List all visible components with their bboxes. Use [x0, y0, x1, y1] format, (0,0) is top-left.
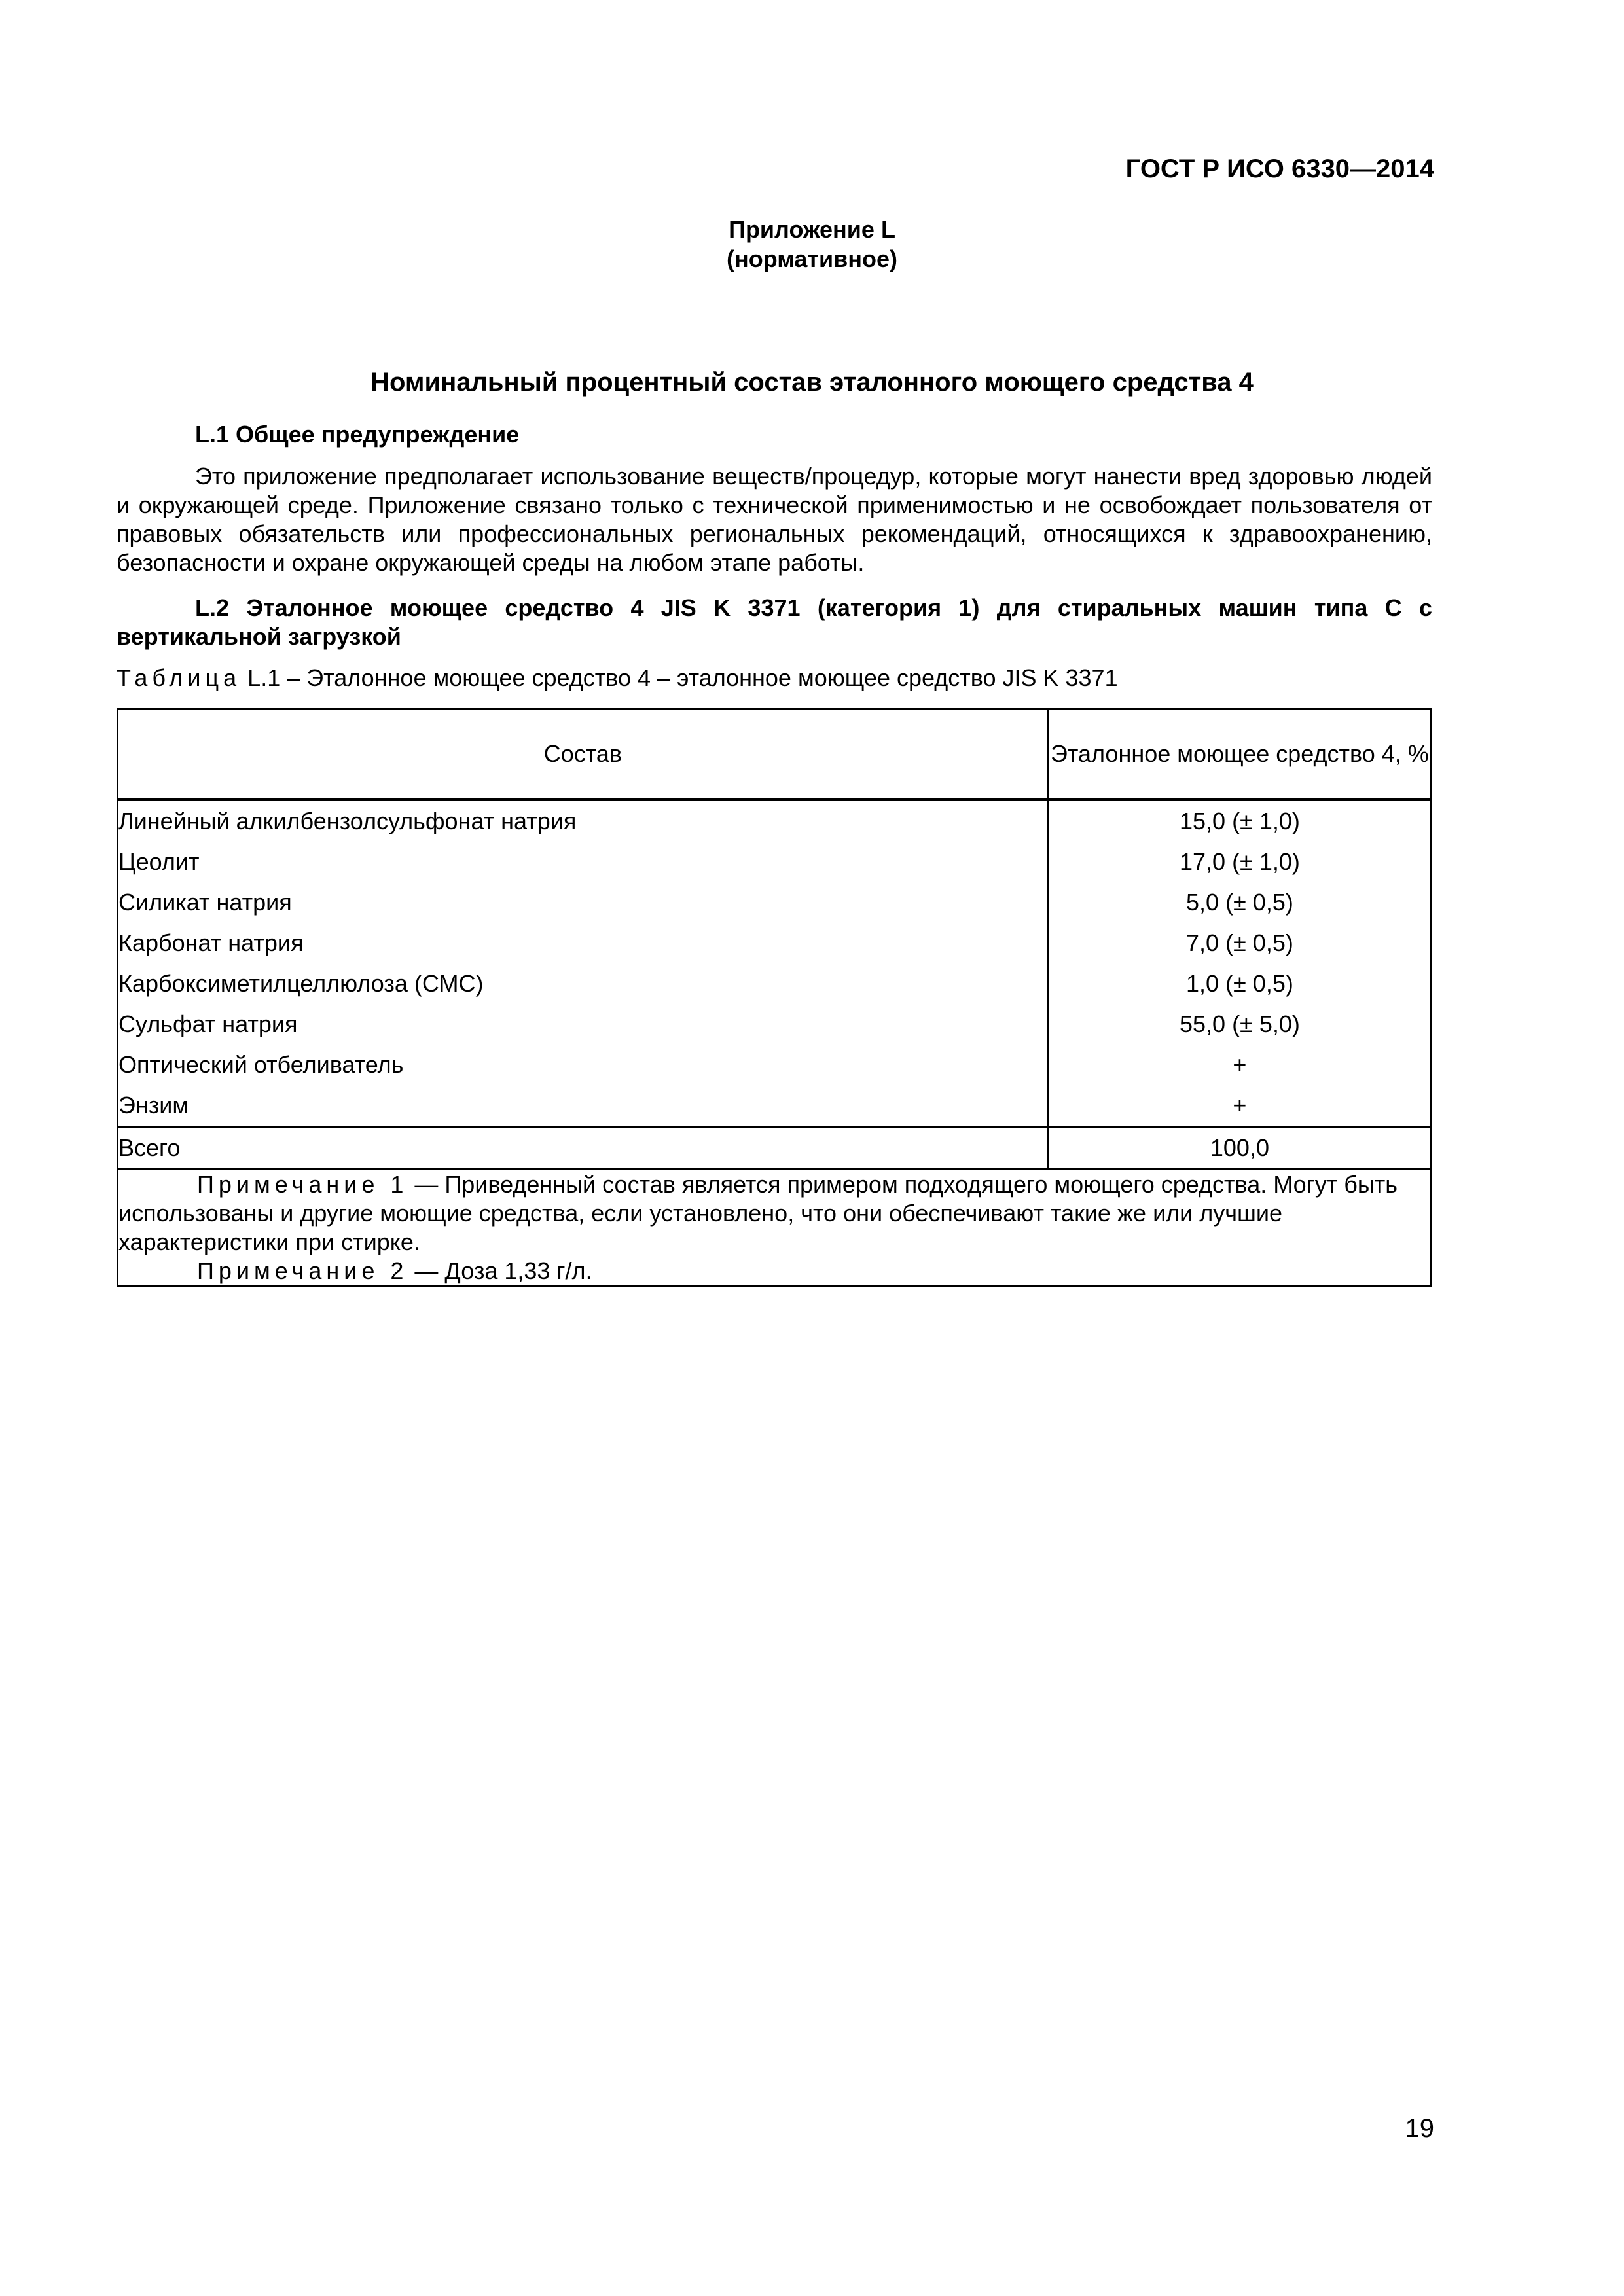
table-row — [118, 1045, 1432, 1085]
table-row — [118, 1085, 1432, 1127]
table-caption-text: L.1 – Эталонное моющее средство 4 – эталонное моющее средство JIS K 3371 — [247, 664, 1118, 691]
component-value: 5,0 (± 0,5) — [1048, 882, 1431, 923]
component-value: 1,0 (± 0,5) — [1048, 963, 1431, 1004]
component-value: + — [1048, 1085, 1431, 1127]
component-name: Сульфат натрия — [118, 1004, 1049, 1045]
component-value: 55,0 (± 5,0) — [1048, 1004, 1431, 1045]
table-note — [118, 1170, 1430, 1257]
component-name: Энзим — [118, 1085, 1049, 1127]
table-row — [118, 882, 1432, 923]
header-composition: Состав — [118, 709, 1049, 800]
component-value: 17,0 (± 1,0) — [1048, 842, 1431, 882]
total-value: 100,0 — [1048, 1127, 1431, 1170]
table-caption — [117, 664, 1118, 692]
component-name: Карбонат натрия — [118, 923, 1049, 963]
composition-table — [117, 708, 1432, 1287]
component-value: + — [1048, 1045, 1431, 1085]
component-value: 7,0 (± 0,5) — [1048, 923, 1431, 963]
component-name: Силикат натрия — [118, 882, 1049, 923]
component-name: Линейный алкилбензолсульфонат натрия — [118, 800, 1049, 842]
component-name: Карбоксиметилцеллюлоза (СМС) — [118, 963, 1049, 1004]
annex-type: (нормативное) — [726, 245, 898, 272]
table-row — [118, 842, 1432, 882]
page-number: 19 — [1405, 2114, 1434, 2143]
component-name: Оптический отбеливатель — [118, 1045, 1049, 1085]
note-text: — Доза 1,33 г/л. — [414, 1257, 592, 1284]
section-l2-heading: L.2 Эталонное моющее средство 4 JIS K 3371 (категория 1) для стиральных машин типа С с вертикальной загрузкой — [117, 594, 1432, 650]
note-text: — Приведенный состав является примером подходящего моющего средства. Могут быть использованы и другие моющие средства, если установлено, что они обеспечивают такие же или лучшие характеристики при стирке. — [118, 1171, 1398, 1255]
table-notes — [118, 1170, 1432, 1287]
annex-title: Приложение L — [729, 216, 895, 243]
component-value: 15,0 (± 1,0) — [1048, 800, 1431, 842]
component-name: Цеолит — [118, 842, 1049, 882]
table-note — [118, 1257, 1430, 1285]
note-label: Примечание 1 — [197, 1171, 408, 1198]
total-label: Всего — [118, 1127, 1049, 1170]
table-notes-row — [118, 1170, 1432, 1287]
table-row — [118, 800, 1432, 842]
table-caption-label: Таблица — [117, 664, 242, 691]
section-l1-paragraph: Это приложение предполагает использование веществ/процедур, которые могут нанести вред здоровью людей и окружающей среде. Приложение связано только с технической применимостью и не освобождает пользователя от правовых обязательств или профессиональных региональных рекомендаций, относящихся к здравоохранению, безопасности и охране окружающей среды на любом этапе работы. — [117, 463, 1432, 576]
main-title: Номинальный процентный состав эталонного моющего средства 4 — [370, 368, 1254, 397]
section-l1-heading: L.1 Общее предупреждение — [195, 421, 520, 448]
table-total-row — [118, 1127, 1432, 1170]
document-code: ГОСТ Р ИСО 6330—2014 — [1125, 154, 1434, 183]
table-row — [118, 923, 1432, 963]
header-reference-detergent: Эталонное моющее средство 4, % — [1048, 709, 1431, 800]
table-row — [118, 1004, 1432, 1045]
table-header-row — [118, 709, 1432, 800]
note-label: Примечание 2 — [197, 1257, 408, 1284]
table-row — [118, 963, 1432, 1004]
